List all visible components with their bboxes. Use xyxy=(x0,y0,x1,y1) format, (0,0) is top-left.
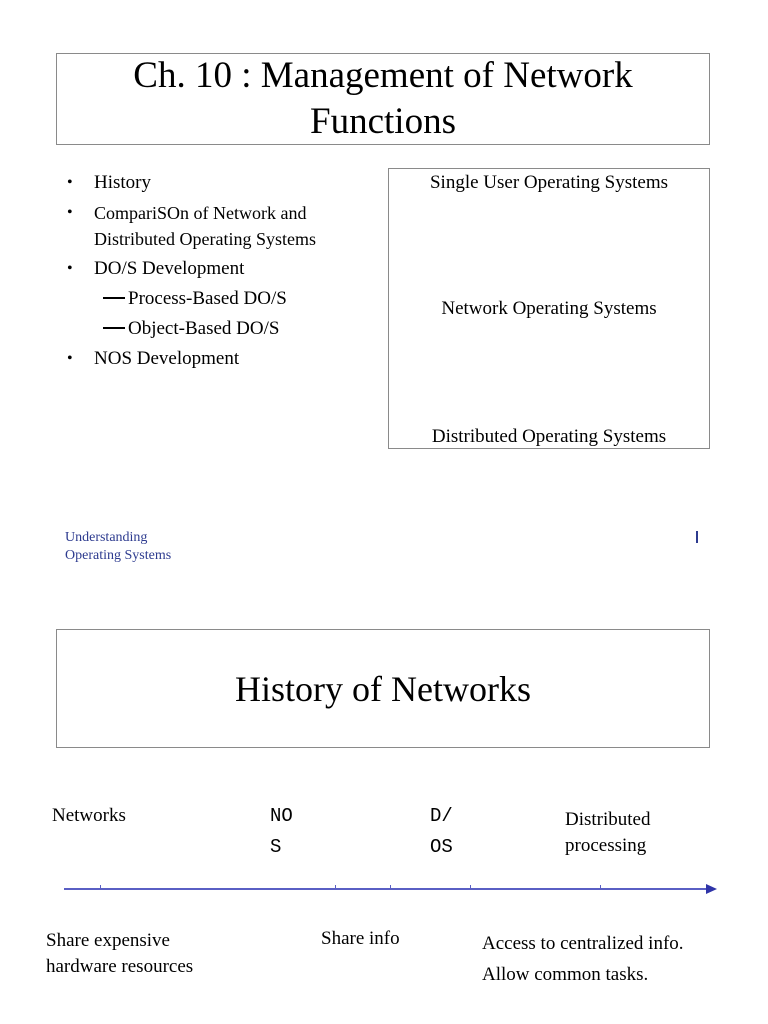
nos-line1: NO xyxy=(270,805,293,827)
os-label-single-user: Single User Operating Systems xyxy=(429,172,668,193)
footer-mark xyxy=(696,531,698,543)
bullet-dot-icon: • xyxy=(67,204,73,221)
os-label-distributed: Distributed Operating Systems xyxy=(431,426,667,447)
bullet-dot-icon: • xyxy=(67,260,73,277)
slide2-title: History of Networks xyxy=(235,668,531,709)
dash-icon xyxy=(103,297,125,299)
sub-bullet-process-based xyxy=(64,286,364,312)
nos-line2: S xyxy=(270,836,282,858)
dos-line1: D/ xyxy=(430,805,453,827)
timeline-label-distributed xyxy=(565,807,651,859)
desc-access-centralized xyxy=(482,928,684,990)
timeline-tick xyxy=(335,885,336,890)
arrow-right-icon xyxy=(706,884,717,894)
bullet-label: DO/S Development xyxy=(94,258,245,279)
dos-line2: OS xyxy=(430,836,453,858)
timeline-label-networks: Networks xyxy=(52,805,126,826)
desc-access-line2: Allow common tasks. xyxy=(482,964,649,985)
timeline-line xyxy=(64,888,709,890)
timeline-label-nos xyxy=(270,801,293,863)
bullet-dot-icon: • xyxy=(67,174,73,191)
distributed-line1: Distributed xyxy=(565,809,651,830)
desc-share-info: Share info xyxy=(321,928,400,949)
desc-share-hardware-line1: Share expensive xyxy=(46,930,170,951)
slide1-footer xyxy=(65,529,171,565)
os-label-network: Network Operating Systems xyxy=(441,298,657,319)
slide1-title-box xyxy=(56,53,710,145)
sub-bullet-label: Process-Based DO/S xyxy=(128,288,287,309)
dash-icon xyxy=(103,327,125,329)
timeline-label-dos xyxy=(430,801,453,863)
os-types-box xyxy=(388,168,710,449)
timeline-tick xyxy=(470,885,471,890)
sub-bullet-label: Object-Based DO/S xyxy=(128,318,280,339)
timeline-tick xyxy=(600,885,601,890)
bullet-dot-icon: • xyxy=(67,350,73,367)
timeline-tick xyxy=(100,885,101,890)
slide2-title-box xyxy=(56,629,710,748)
distributed-line2: processing xyxy=(565,835,647,856)
bullet-nos-development xyxy=(64,346,364,372)
footer-line1: Understanding xyxy=(65,530,148,545)
sub-bullet-object-based xyxy=(64,316,364,342)
bullet-comparison xyxy=(64,200,364,252)
slide1-bullet-list xyxy=(64,170,364,376)
desc-share-hardware-line2: hardware resources xyxy=(46,956,194,977)
slide1-title: Ch. 10 : Management of Network Functions xyxy=(133,55,633,142)
footer-line2: Operating Systems xyxy=(65,548,172,563)
bullet-dos-development xyxy=(64,256,364,282)
desc-share-hardware xyxy=(46,928,193,980)
timeline-tick xyxy=(390,885,391,890)
bullet-label: History xyxy=(94,172,151,193)
bullet-label: NOS Development xyxy=(94,348,240,369)
desc-access-line1: Access to centralized info. xyxy=(482,933,684,954)
bullet-label: CompariSOn of Network and Distributed Operating Systems xyxy=(94,203,316,249)
bullet-history xyxy=(64,170,364,196)
